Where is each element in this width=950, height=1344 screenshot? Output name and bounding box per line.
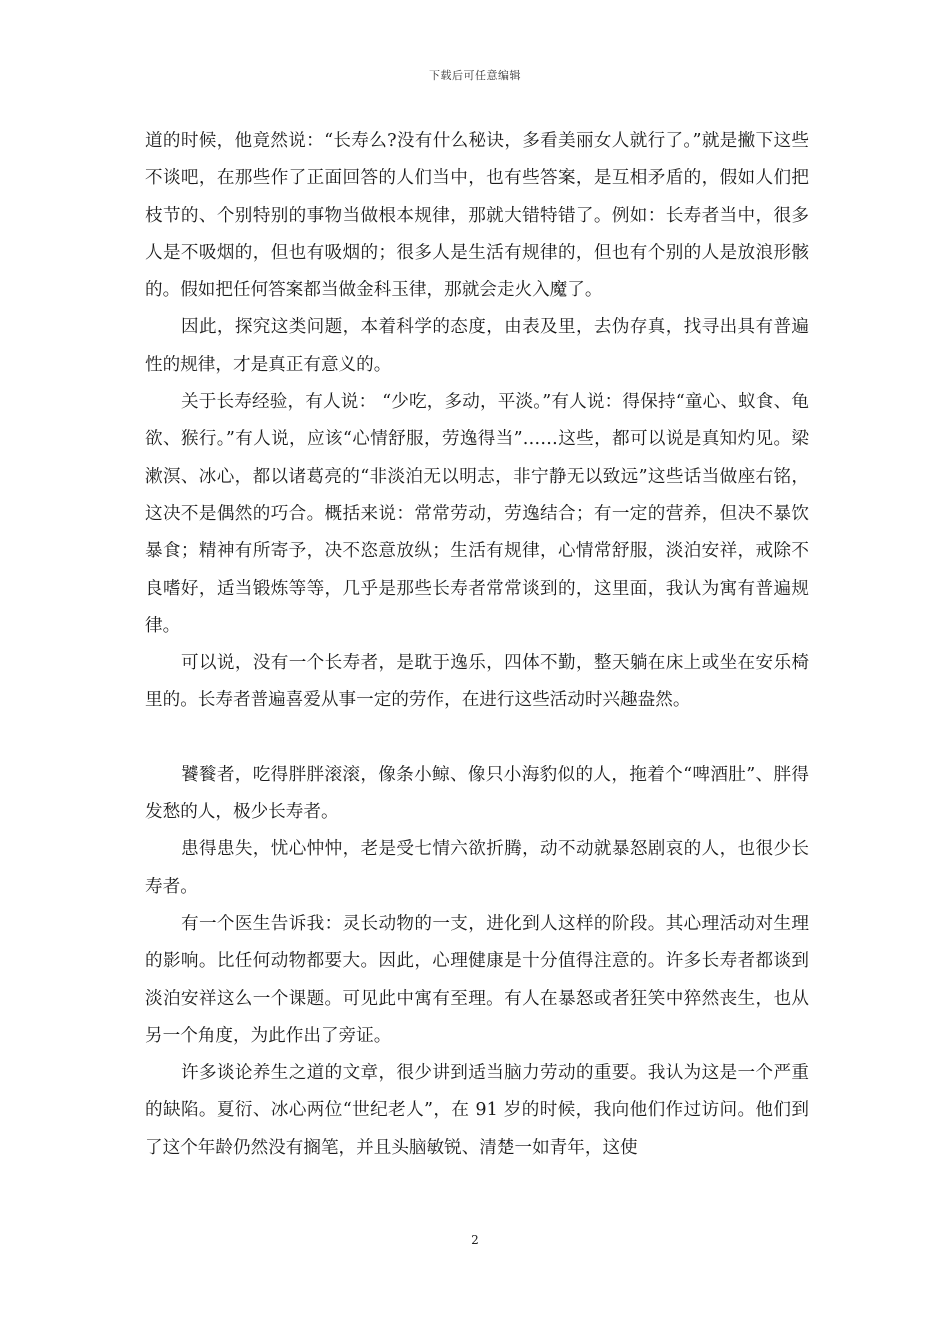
document-body xyxy=(145,123,809,1167)
paragraph-3: 关于长寿经验，有人说： “少吃，多动，平淡。”有人说：得保持“童心、蚁食、龟欲、猴行。”有人说，应该“心情舒服，劳逸得当”……这些，都可以说是真知灼见。梁漱溟、冰心，都以诸葛亮的“非淡泊无以明志，非宁静无以致远”这些话当做座右铭，这决不是偶然的巧合。概括来说：常常劳动，劳逸结合；有一定的营养，但决不暴饮暴食；精神有所寄予，决不恣意放纵；生活有规律，心情常舒服，淡泊安祥，戒除不良嗜好，适当锻炼等等，几乎是那些长寿者常常谈到的，这里面，我认为寓有普遍规律。 xyxy=(145,392,809,636)
page-header: 下载后可任意编辑 xyxy=(429,69,521,82)
paragraph-1: 道的时候，他竟然说：“长寿么?没有什么秘诀，多看美丽女人就行了。”就是撇下这些不谈吧，在那些作了正面回答的人们当中，也有些答案，是互相矛盾的，假如人们把枝节的、个别特别的事物当做根本规律，那就大错特错了。例如：长寿者当中，很多人是不吸烟的，但也有吸烟的；很多人是生活有规律的，但也有个别的人是放浪形骸的。假如把任何答案都当做金科玉律，那就会走火入魔了。 xyxy=(145,131,809,301)
page-number: 2 xyxy=(471,1233,479,1247)
paragraph-6: 患得患失，忧心忡忡，老是受七情六欲折腾，动不动就暴怒剧哀的人，也很少长寿者。 xyxy=(145,839,809,897)
paragraph-5: 饕餮者，吃得胖胖滚滚，像条小鲸、像只小海豹似的人，拖着个“啤酒肚”、胖得发愁的人，极少长寿者。 xyxy=(145,764,809,823)
paragraph-7: 有一个医生告诉我：灵长动物的一支，进化到人这样的阶段。其心理活动对生理的影响。比任何动物都要大。因此，心理健康是十分值得注意的。许多长寿者都谈到淡泊安祥这么一个课题。可见此中寓有至理。有人在暴怒或者狂笑中猝然丧生，也从另一个角度，为此作出了旁证。 xyxy=(145,913,809,1046)
paragraph-4: 可以说，没有一个长寿者，是耽于逸乐，四体不勤，整天躺在床上或坐在安乐椅里的。长寿者普遍喜爱从事一定的劳作，在进行这些活动时兴趣盎然。 xyxy=(145,653,809,711)
blank-line xyxy=(145,720,809,757)
paragraph-8: 许多谈论养生之道的文章，很少讲到适当脑力劳动的重要。我认为这是一个严重的缺陷。夏衍、冰心两位“世纪老人”，在 91 岁的时候，我向他们作过访问。他们到了这个年龄仍然没有搁笔，并且头脑敏锐、清楚一如青年，这使 xyxy=(145,1063,809,1158)
paragraph-2: 因此，探究这类问题，本着科学的态度，由表及里，去伪存真，找寻出具有普遍性的规律，才是真正有意义的。 xyxy=(145,317,809,375)
